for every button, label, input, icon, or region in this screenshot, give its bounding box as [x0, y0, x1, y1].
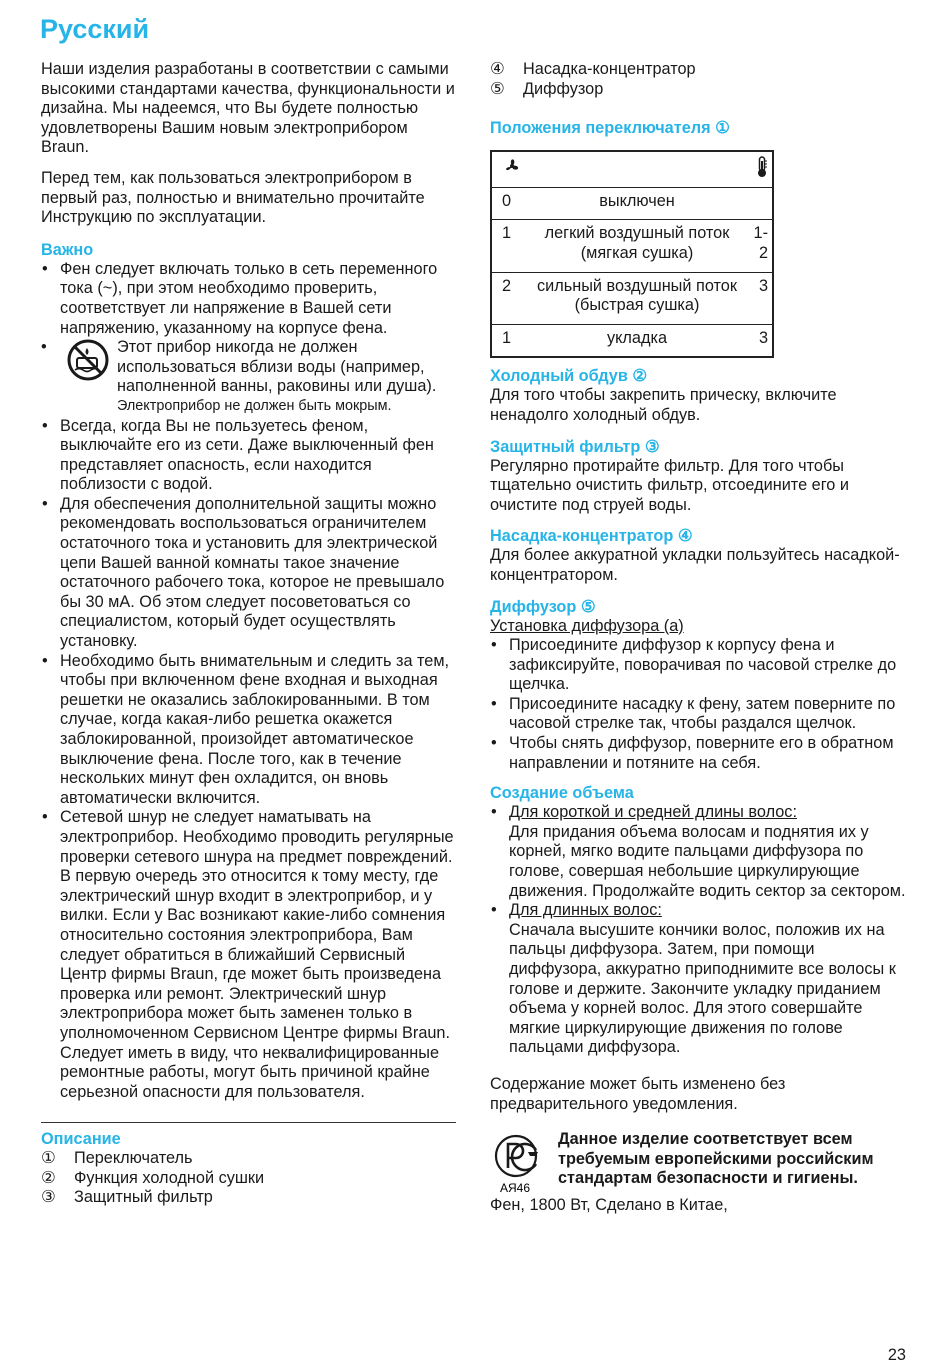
left-column	[41, 60, 456, 1208]
certification-logo	[490, 1130, 558, 1196]
diffuser-list	[490, 636, 908, 773]
no-water-warning-icon	[60, 338, 117, 382]
volume-list	[490, 803, 908, 1058]
intro-paragraph-2: Перед тем, как пользоваться электроприбором в первый раз, полностью и внимательно прочитайте Инструкцию по эксплуатации.	[41, 168, 425, 227]
description-item: ⑤ Диффузор	[490, 79, 604, 98]
page-number: 23	[887, 1346, 906, 1364]
diffuser-item: • Чтобы снять диффузор, поверните его в обратном направлении и потяните на себя.	[490, 734, 908, 773]
heat-header	[742, 151, 773, 187]
certification-block	[490, 1130, 908, 1196]
notice-text: Содержание может быть изменено без предварительного уведомления.	[490, 1074, 786, 1113]
description-item: ④ Насадка-концентратор	[490, 60, 696, 78]
volume-long-text: Сначала высушите кончики волос, положив их на пальцы диффузора. Затем, при помощи диффузора, аккуратно приподнимите все волосы к голове и держите. Закончите укладку приданием объема у корней волос. Для этого совершайте мягкие циркулирующие движения по голове пальцами диффузора.	[509, 920, 896, 1057]
product-info: Фен, 1800 Вт, Сделано в Китае,	[490, 1196, 728, 1215]
water-warning-text: Этот прибор никогда не должен использоваться вблизи воды (например, наполненной ванны, раковины или душа).	[117, 338, 437, 396]
filter-text: Регулярно протирайте фильтр. Для того чтобы тщательно очистить фильтр, отсоедините его и очистите под струей воды.	[490, 456, 849, 514]
page-title: Русский	[40, 14, 150, 44]
safety-item: • Необходимо быть внимательным и следить за тем, чтобы при включенном фене входная и выходная решетки не оказались заблокированными. В том случае, когда какая-либо решетка окажется заблокированной, произойдет автоматическое выключение фена. После того, как в течение нескольких минут фен охладится, он вновь автоматически включится.	[41, 652, 456, 809]
volume-heading: Создание объема	[490, 784, 634, 803]
nozzle-heading: Насадка-концентратор ④	[490, 527, 693, 546]
safety-list	[41, 260, 456, 338]
safety-list-continued	[41, 417, 456, 1103]
diffuser-heading: Диффузор ⑤	[490, 597, 596, 616]
pct-certification-icon	[490, 1130, 556, 1196]
nozzle-text: Для более аккуратной укладки пользуйтесь насадкой-концентратором.	[490, 546, 900, 584]
description-item: ① Переключатель	[41, 1149, 193, 1168]
description-heading: Описание	[41, 1130, 121, 1149]
volume-item	[490, 803, 908, 901]
safety-item: • Для обеспечения дополнительной защиты можно рекомендовать воспользоваться ограничителем остаточного тока и установить для электрической цепи Вашей ванной комнаты такое значение остаточного рабочего тока, которое не превышало бы 30 мА. Об этом следует посоветоваться со специалистом, который будет осуществлять установку.	[41, 495, 456, 652]
switch-row: 1 укладка 3	[491, 324, 773, 357]
switch-heading: Положения переключателя ①	[490, 119, 730, 138]
cold-shot-heading: Холодный обдув ②	[490, 367, 647, 386]
diffuser-subheading: Установка диффузора (a)	[490, 616, 684, 635]
water-warning-item	[41, 338, 456, 416]
description-item: ③ Защитный фильтр	[41, 1188, 213, 1207]
description-list	[41, 1149, 456, 1208]
right-column	[490, 60, 908, 1216]
volume-short-text: Для придания объема волосам и поднятия их у корней, мягко водите пальцами диффузора по голове, совершая небольшие циркулирующие движения. Продолжайте водить сектор за сектором.	[509, 822, 906, 900]
switch-row: 2 сильный воздушный поток (быстрая сушка) 3	[491, 272, 773, 324]
switch-row: 0 выключен	[491, 187, 773, 220]
safety-item: • Всегда, когда Вы не пользуетесь феном, выключайте его из сети. Даже выключенный фен представляет опасность, если находится поблизости с водой.	[41, 417, 456, 495]
volume-long-label: • Для длинных волос:	[509, 901, 662, 920]
volume-short-label: • Для короткой и средней длины волос:	[509, 803, 797, 822]
section-divider	[41, 1122, 456, 1123]
safety-item: • Сетевой шнур не следует наматывать на электроприбор. Необходимо проводить регулярные проверки сетевого шнура на предмет повреждений. В первую очередь это относится к тому месту, где электрический шнур входит в электроприбор, и у вилки. Если у Вас возникают какие-либо сомнения относительно состояния электроприбора, Вам следует обратиться в ближайший Сервисный Центр фирмы Braun, где может быть произведена проверка или ремонт. Электрический шнур электроприбора может быть заменен только в уполномоченном Сервисном Центре фирмы Braun. Следует иметь в виду, что неквалифицированные ремонтные работы, могут быть причиной крайне серьезной опасности для пользователя.	[41, 808, 456, 1102]
intro-paragraph: Наши изделия разработаны в соответствии с самыми высокими стандартами качества, функциональности и дизайна. Мы надеемся, что Вы будете полностью удовлетворены Вашим новым электроприбором Braun.	[41, 60, 455, 157]
water-warning-content	[117, 338, 456, 416]
diffuser-item: • Присоедините диффузор к корпусу фена и зафиксируйте, поворачивая по часовой стрелке до щелчка.	[490, 636, 908, 695]
switch-table	[490, 150, 774, 358]
description-item: ② Функция холодной сушки	[41, 1168, 265, 1187]
header-spacer	[532, 151, 742, 187]
cert-code: АЯ46	[500, 1181, 531, 1196]
safety-item: • Фен следует включать только в сеть переменного тока (~), при этом необходимо проверить, соответствует ли напряжение в Вашей сети напряжению, указанному на корпусе фена.	[41, 260, 456, 338]
description-list-continued	[490, 60, 908, 99]
switch-table-header	[491, 151, 773, 187]
fan-icon	[502, 156, 522, 176]
fan-header	[491, 151, 532, 187]
filter-heading: Защитный фильтр ③	[490, 437, 660, 456]
volume-item	[490, 901, 908, 1058]
certification-text: Данное изделие соответствует всем требуемым европейскими российским стандартам безопасности и гигиены.	[558, 1130, 874, 1188]
important-heading: Важно	[41, 240, 94, 259]
diffuser-item: • Присоедините насадку к фену, затем поверните по часовой стрелке так, чтобы раздался щелчок.	[490, 695, 908, 734]
water-warning-note: Электроприбор не должен быть мокрым.	[117, 397, 392, 414]
thermometer-icon	[756, 156, 768, 178]
switch-row: 1 легкий воздушный поток (мягкая сушка) 1-2	[491, 220, 773, 272]
bullet-marker: •	[41, 338, 47, 357]
cold-shot-text: Для того чтобы закрепить прическу, включите ненадолго холодный обдув.	[490, 386, 837, 424]
